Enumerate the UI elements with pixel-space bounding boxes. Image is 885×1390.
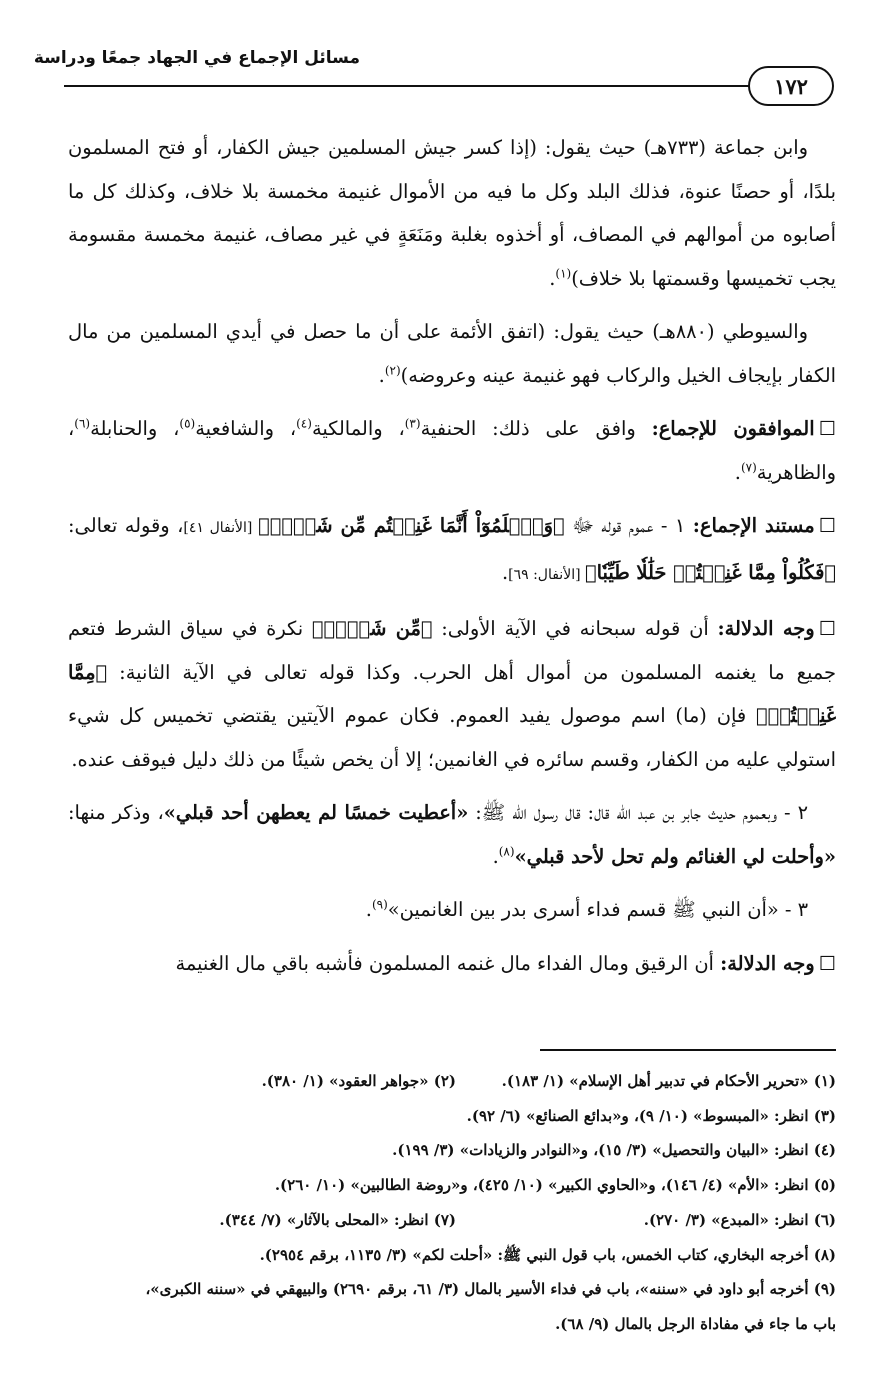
paragraph-badr-captives	[68, 888, 836, 932]
footnote-5: (٥) انظر: «الأم» (٤/ ١٤٦)، و«الحاوي الكبير» (١٠/ ٤٢٥)، و«روضة الطالبين» (١٠/ ٢٦٠).	[274, 1176, 836, 1195]
paragraph-text: والسيوطي (٨٨٠هـ) حيث يقول: (اتفق الأئمة على أن ما حصل في أيدي المسلمين من مال الكفار بإيجاف الخيل والركاب فهو غنيمة عينه وعروضه)	[68, 320, 836, 387]
footnote-ref: (٨)	[498, 844, 515, 859]
square-bullet-icon: ☐	[818, 951, 836, 975]
header-rule	[64, 85, 762, 87]
punctuation: .	[492, 844, 499, 868]
punctuation: .	[734, 460, 741, 484]
footnote-ref: (١)	[555, 266, 572, 281]
footnote-row	[68, 1203, 836, 1238]
page-number: ١٧٢	[774, 73, 808, 99]
paragraph-agreeing-schools	[68, 407, 836, 494]
punctuation: .	[365, 898, 372, 921]
square-bullet-icon: ☐	[818, 617, 836, 640]
paragraph-text: نكرة في سياق الشرط فتعم جميع ما يغنمه المسلمون من أموال أهل الحرب. وكذا قوله تعالى في الآية الثانية:	[68, 617, 836, 684]
quran-quote: ﴿فَكُلُواْ مِمَّا غَنِمۡتُمۡ حَلَٰلٗا طَيِّبٗا﴾	[585, 560, 836, 584]
paragraph-text: أن قوله سبحانه في الآية الأولى:	[432, 617, 718, 640]
paragraph-inference-1	[68, 607, 836, 781]
paragraph-inference-2	[68, 942, 836, 986]
paragraph-text: ١ - عموم قوله ﷻ	[564, 514, 693, 537]
paragraph-text: ، والشافعية	[195, 417, 297, 440]
paragraph-text: ، والظاهرية	[68, 417, 836, 484]
punctuation: .	[549, 266, 556, 290]
verse-reference: [الأنفال: ٦٩]	[508, 566, 585, 583]
footnote-ref: (٣)	[404, 416, 421, 431]
paragraph-ibn-jamaa	[68, 126, 836, 300]
paragraph-hadith-jabir	[68, 791, 836, 878]
hadith-quote: «أعطيت خمسًا لم يعطهن أحد قبلي»	[163, 801, 469, 824]
punctuation: .	[501, 560, 509, 584]
punctuation: .	[378, 363, 385, 387]
paragraph-text: ٣ - «أن النبي ﷺ قسم فداء أسرى بدر بين الغانمين»	[387, 898, 808, 921]
paragraph-text: ، والمالكية	[311, 417, 405, 440]
footnote-row	[68, 1064, 836, 1099]
footnote-6: (٦) انظر: «المبدع» (٣/ ٢٧٠).	[643, 1210, 836, 1229]
paragraph-suyuti	[68, 310, 836, 397]
quran-quote: ﴿وَٱعۡلَمُوٓاْ أَنَّمَا غَنِمۡتُم مِّن شَيۡءٖ﴾	[258, 514, 565, 537]
quran-quote: ﴿مِّن شَيۡءٖ﴾	[311, 617, 433, 640]
footnote-4: (٤) انظر: «البيان والتحصيل» (٣/ ١٥)، و«النوادر والزيادات» (٣/ ١٩٩).	[392, 1141, 836, 1160]
paragraph-evidence	[68, 504, 836, 597]
footnote-ref: (٢)	[384, 363, 401, 378]
main-text	[68, 126, 836, 995]
footnote-ref: (٤)	[296, 416, 312, 431]
page-number-badge	[748, 66, 834, 106]
paragraph-text: أن الرقيق ومال الفداء مال غنمه المسلمون فأشبه باقي مال الغنيمة	[175, 951, 721, 975]
section-label: الموافقون للإجماع:	[651, 417, 815, 440]
footnote-9-line-2: باب ما جاء في مفاداة الرجل بالمال (٩/ ٦٨).	[555, 1314, 836, 1333]
section-label: وجه الدلالة:	[717, 617, 815, 640]
footnote-ref: (٦)	[74, 416, 91, 431]
footnote-ref: (٧)	[740, 460, 757, 475]
footnote-9-line-1: (٩) أخرجه أبو داود في «سننه»، باب في فداء الأسير بالمال (٣/ ٦١، برقم ٢٦٩٠) والبيهقي في «سننه الكبرى»،	[145, 1280, 836, 1299]
quran-quote: ﴿مِمَّا غَنِمۡتُمۡ﴾	[68, 660, 836, 727]
paragraph-text: ، وذكر منها:	[68, 801, 164, 824]
paragraph-text: وابن جماعة (٧٣٣هـ) حيث يقول: (إذا كسر جيش المسلمين جيش الكفار، أو فتح المسلمون بلدًا، أو حصنًا عنوة، فذلك البلد وكل ما فيه من الأموال غنيمة مخمسة بلا خلاف، وكذلك كل ما أصابوه من أموالهم في المصاف، أو أخذوه بغلبة ومَنَعَةٍ في غير مصاف، غنيمة مخمسة مقسومة يجب تخميسها وقسمتها بلا خلاف)	[68, 136, 836, 290]
footnote-ref: (٥)	[179, 416, 196, 431]
paragraph-text: ، والحنابلة	[90, 417, 180, 440]
footnote-8: (٨) أخرجه البخاري، كتاب الخمس، باب قول النبي ﷺ: «أحلت لكم» (٣/ ١١٣٥، برقم ٢٩٥٤).	[259, 1245, 836, 1264]
footnote-7: (٧) انظر: «المحلى بالآثار» (٧/ ٣٤٤).	[219, 1210, 456, 1229]
paragraph-text: ، وقوله تعالى:	[68, 514, 184, 537]
footnote-separator	[540, 1049, 836, 1051]
hadith-quote: «وأحلت لي الغنائم ولم تحل لأحد قبلي»	[514, 844, 836, 868]
footnote-ref: (٩)	[371, 897, 388, 912]
paragraph-text: ٢ - وبعموم حديث جابر بن عبد الله قال: قال رسول الله ﷺ:	[468, 801, 808, 824]
square-bullet-icon: ☐	[818, 514, 837, 537]
footnote-2: (٢) «جواهر العقود» (١/ ٣٨٠).	[261, 1072, 456, 1090]
footnote-3: (٣) انظر: «المبسوط» (١٠/ ٩)، و«بدائع الصنائع» (٦/ ٩٢).	[466, 1106, 836, 1125]
square-bullet-icon: ☐	[818, 417, 836, 440]
footnote-1: (١) «تحرير الأحكام في تدبير أهل الإسلام» (١/ ١٨٣).	[501, 1072, 836, 1090]
footnotes	[68, 1064, 836, 1342]
section-label: وجه الدلالة:	[720, 951, 815, 975]
paragraph-text: فإن (ما) اسم موصول يفيد العموم. فكان عموم الآيتين يقتضي تخميس كل شيء استولي عليه من الكفار، وقسم سائره في الغانمين؛ إلا أن يخص شيئًا من ذلك دليل فيوقف عنده.	[68, 704, 836, 771]
paragraph-text: وافق على ذلك: الحنفية	[420, 417, 652, 440]
section-label: مستند الإجماع:	[692, 514, 815, 537]
verse-reference: [الأنفال ٤١]	[183, 520, 259, 536]
running-title: مسائل الإجماع في الجهاد جمعًا ودراسة	[33, 48, 360, 68]
